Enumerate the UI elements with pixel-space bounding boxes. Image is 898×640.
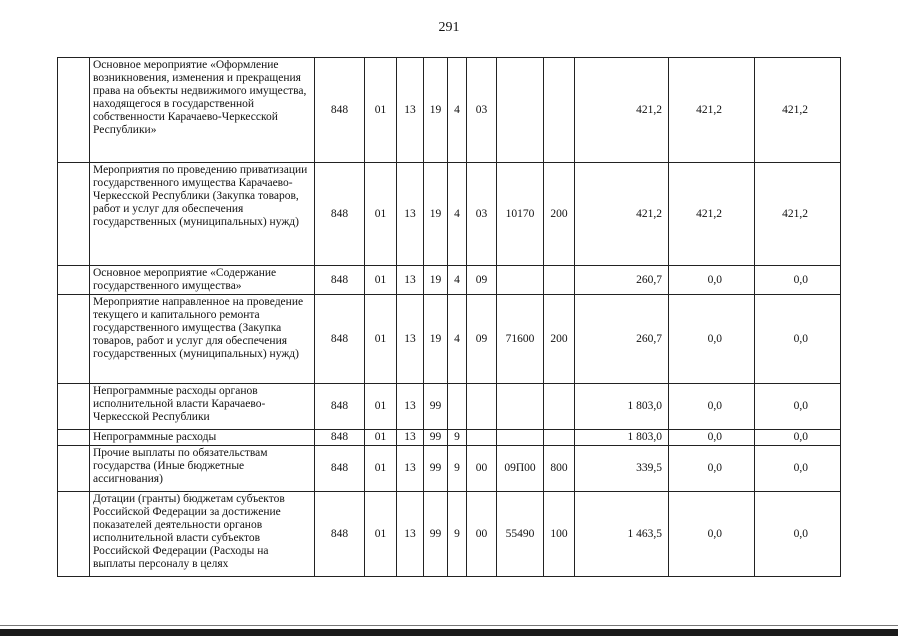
cell-sum3: 421,2 (755, 58, 841, 163)
empty-cell (58, 58, 90, 163)
table-row (58, 163, 841, 266)
cell-prog: 99 (424, 492, 448, 577)
table-row (58, 492, 841, 577)
cell-dir: 71600 (497, 295, 544, 384)
cell-sum2: 421,2 (669, 163, 755, 266)
cell-dir: 55490 (497, 492, 544, 577)
cell-sum1: 1 803,0 (575, 430, 669, 446)
table-body (58, 58, 841, 577)
cell-gr: 848 (315, 163, 365, 266)
cell-pr: 13 (397, 58, 424, 163)
cell-dir (497, 266, 544, 295)
empty-cell (58, 163, 90, 266)
cell-dir (497, 58, 544, 163)
cell-prog: 19 (424, 58, 448, 163)
cell-vr: 800 (544, 446, 575, 492)
cell-vr (544, 58, 575, 163)
cell-sum3: 0,0 (755, 384, 841, 430)
cell-ev: 00 (467, 492, 497, 577)
cell-rz: 01 (365, 492, 397, 577)
empty-cell (58, 295, 90, 384)
cell-sub: 4 (448, 163, 467, 266)
page-number: 291 (438, 20, 460, 35)
cell-ev (467, 384, 497, 430)
empty-cell (58, 492, 90, 577)
cell-gr: 848 (315, 446, 365, 492)
cell-gr: 848 (315, 295, 365, 384)
cell-pr: 13 (397, 295, 424, 384)
empty-cell (58, 266, 90, 295)
scan-edge-bar (0, 629, 898, 636)
row-name: Непрограммные расходы (90, 430, 315, 446)
cell-vr: 100 (544, 492, 575, 577)
cell-prog: 99 (424, 446, 448, 492)
cell-sum1: 1 803,0 (575, 384, 669, 430)
cell-sum3: 0,0 (755, 430, 841, 446)
empty-cell (58, 446, 90, 492)
empty-cell (58, 430, 90, 446)
cell-sum1: 260,7 (575, 295, 669, 384)
cell-prog: 19 (424, 295, 448, 384)
cell-gr: 848 (315, 384, 365, 430)
cell-sum2: 0,0 (669, 492, 755, 577)
cell-rz: 01 (365, 295, 397, 384)
cell-sum2: 0,0 (669, 384, 755, 430)
cell-sum3: 0,0 (755, 295, 841, 384)
cell-gr: 848 (315, 266, 365, 295)
cell-sum2: 0,0 (669, 295, 755, 384)
cell-pr: 13 (397, 446, 424, 492)
cell-sum1: 1 463,5 (575, 492, 669, 577)
budget-table (57, 57, 841, 577)
row-name: Непрограммные расходы органов исполнительной власти Карачаево-Черкесской Республики (90, 384, 315, 430)
cell-sum2: 0,0 (669, 430, 755, 446)
cell-sum3: 0,0 (755, 266, 841, 295)
cell-rz: 01 (365, 163, 397, 266)
row-name: Прочие выплаты по обязательствам государства (Иные бюджетные ассигнования) (90, 446, 315, 492)
cell-rz: 01 (365, 266, 397, 295)
row-name: Основное мероприятие «Содержание государственного имущества» (90, 266, 315, 295)
empty-cell (58, 384, 90, 430)
row-name: Основное мероприятие «Оформление возникновения, изменения и прекращения права на объекты недвижимого имущества, находящегося в государственной собственности Карачаево-Черкесской Республики» (90, 58, 315, 163)
cell-dir (497, 384, 544, 430)
cell-rz: 01 (365, 430, 397, 446)
table-row (58, 446, 841, 492)
table-row (58, 266, 841, 295)
table-row (58, 58, 841, 163)
cell-rz: 01 (365, 58, 397, 163)
cell-sum2: 0,0 (669, 446, 755, 492)
cell-sub: 9 (448, 492, 467, 577)
cell-vr (544, 430, 575, 446)
cell-pr: 13 (397, 384, 424, 430)
table-row (58, 384, 841, 430)
cell-sum3: 421,2 (755, 163, 841, 266)
cell-dir: 09П00 (497, 446, 544, 492)
cell-sum1: 339,5 (575, 446, 669, 492)
cell-sub: 4 (448, 266, 467, 295)
cell-rz: 01 (365, 446, 397, 492)
cell-gr: 848 (315, 58, 365, 163)
row-name: Мероприятия по проведению приватизации государственного имущества Карачаево-Черкесской Республики (Закупка товаров, работ и услуг для обеспечения государственных (муниципальных) нужд) (90, 163, 315, 266)
cell-ev: 03 (467, 163, 497, 266)
cell-prog: 99 (424, 384, 448, 430)
cell-dir: 10170 (497, 163, 544, 266)
cell-prog: 19 (424, 266, 448, 295)
cell-vr: 200 (544, 295, 575, 384)
cell-sum1: 260,7 (575, 266, 669, 295)
cell-sub (448, 384, 467, 430)
cell-vr (544, 384, 575, 430)
row-name: Дотации (гранты) бюджетам субъектов Российской Федерации за достижение показателей деятельности органов исполнительной власти субъектов Российской Федерации (Расходы на выплаты персоналу в целях (90, 492, 315, 577)
cell-sum1: 421,2 (575, 163, 669, 266)
row-name: Мероприятие направленное на проведение текущего и капитального ремонта государственного имущества (Закупка товаров, работ и услуг для обеспечения государственных (муниципальных) нужд) (90, 295, 315, 384)
cell-ev (467, 430, 497, 446)
scan-edge-line (0, 625, 898, 626)
cell-sum2: 421,2 (669, 58, 755, 163)
cell-pr: 13 (397, 163, 424, 266)
cell-sum2: 0,0 (669, 266, 755, 295)
cell-vr: 200 (544, 163, 575, 266)
table-row (58, 430, 841, 446)
cell-gr: 848 (315, 492, 365, 577)
cell-sub: 9 (448, 430, 467, 446)
cell-rz: 01 (365, 384, 397, 430)
cell-gr: 848 (315, 430, 365, 446)
cell-pr: 13 (397, 430, 424, 446)
table-row (58, 295, 841, 384)
cell-prog: 19 (424, 163, 448, 266)
cell-sub: 4 (448, 295, 467, 384)
cell-ev: 03 (467, 58, 497, 163)
cell-sub: 4 (448, 58, 467, 163)
cell-sub: 9 (448, 446, 467, 492)
cell-vr (544, 266, 575, 295)
cell-ev: 09 (467, 266, 497, 295)
cell-ev: 09 (467, 295, 497, 384)
cell-prog: 99 (424, 430, 448, 446)
cell-sum1: 421,2 (575, 58, 669, 163)
cell-pr: 13 (397, 492, 424, 577)
cell-pr: 13 (397, 266, 424, 295)
cell-sum3: 0,0 (755, 492, 841, 577)
cell-ev: 00 (467, 446, 497, 492)
cell-sum3: 0,0 (755, 446, 841, 492)
cell-dir (497, 430, 544, 446)
